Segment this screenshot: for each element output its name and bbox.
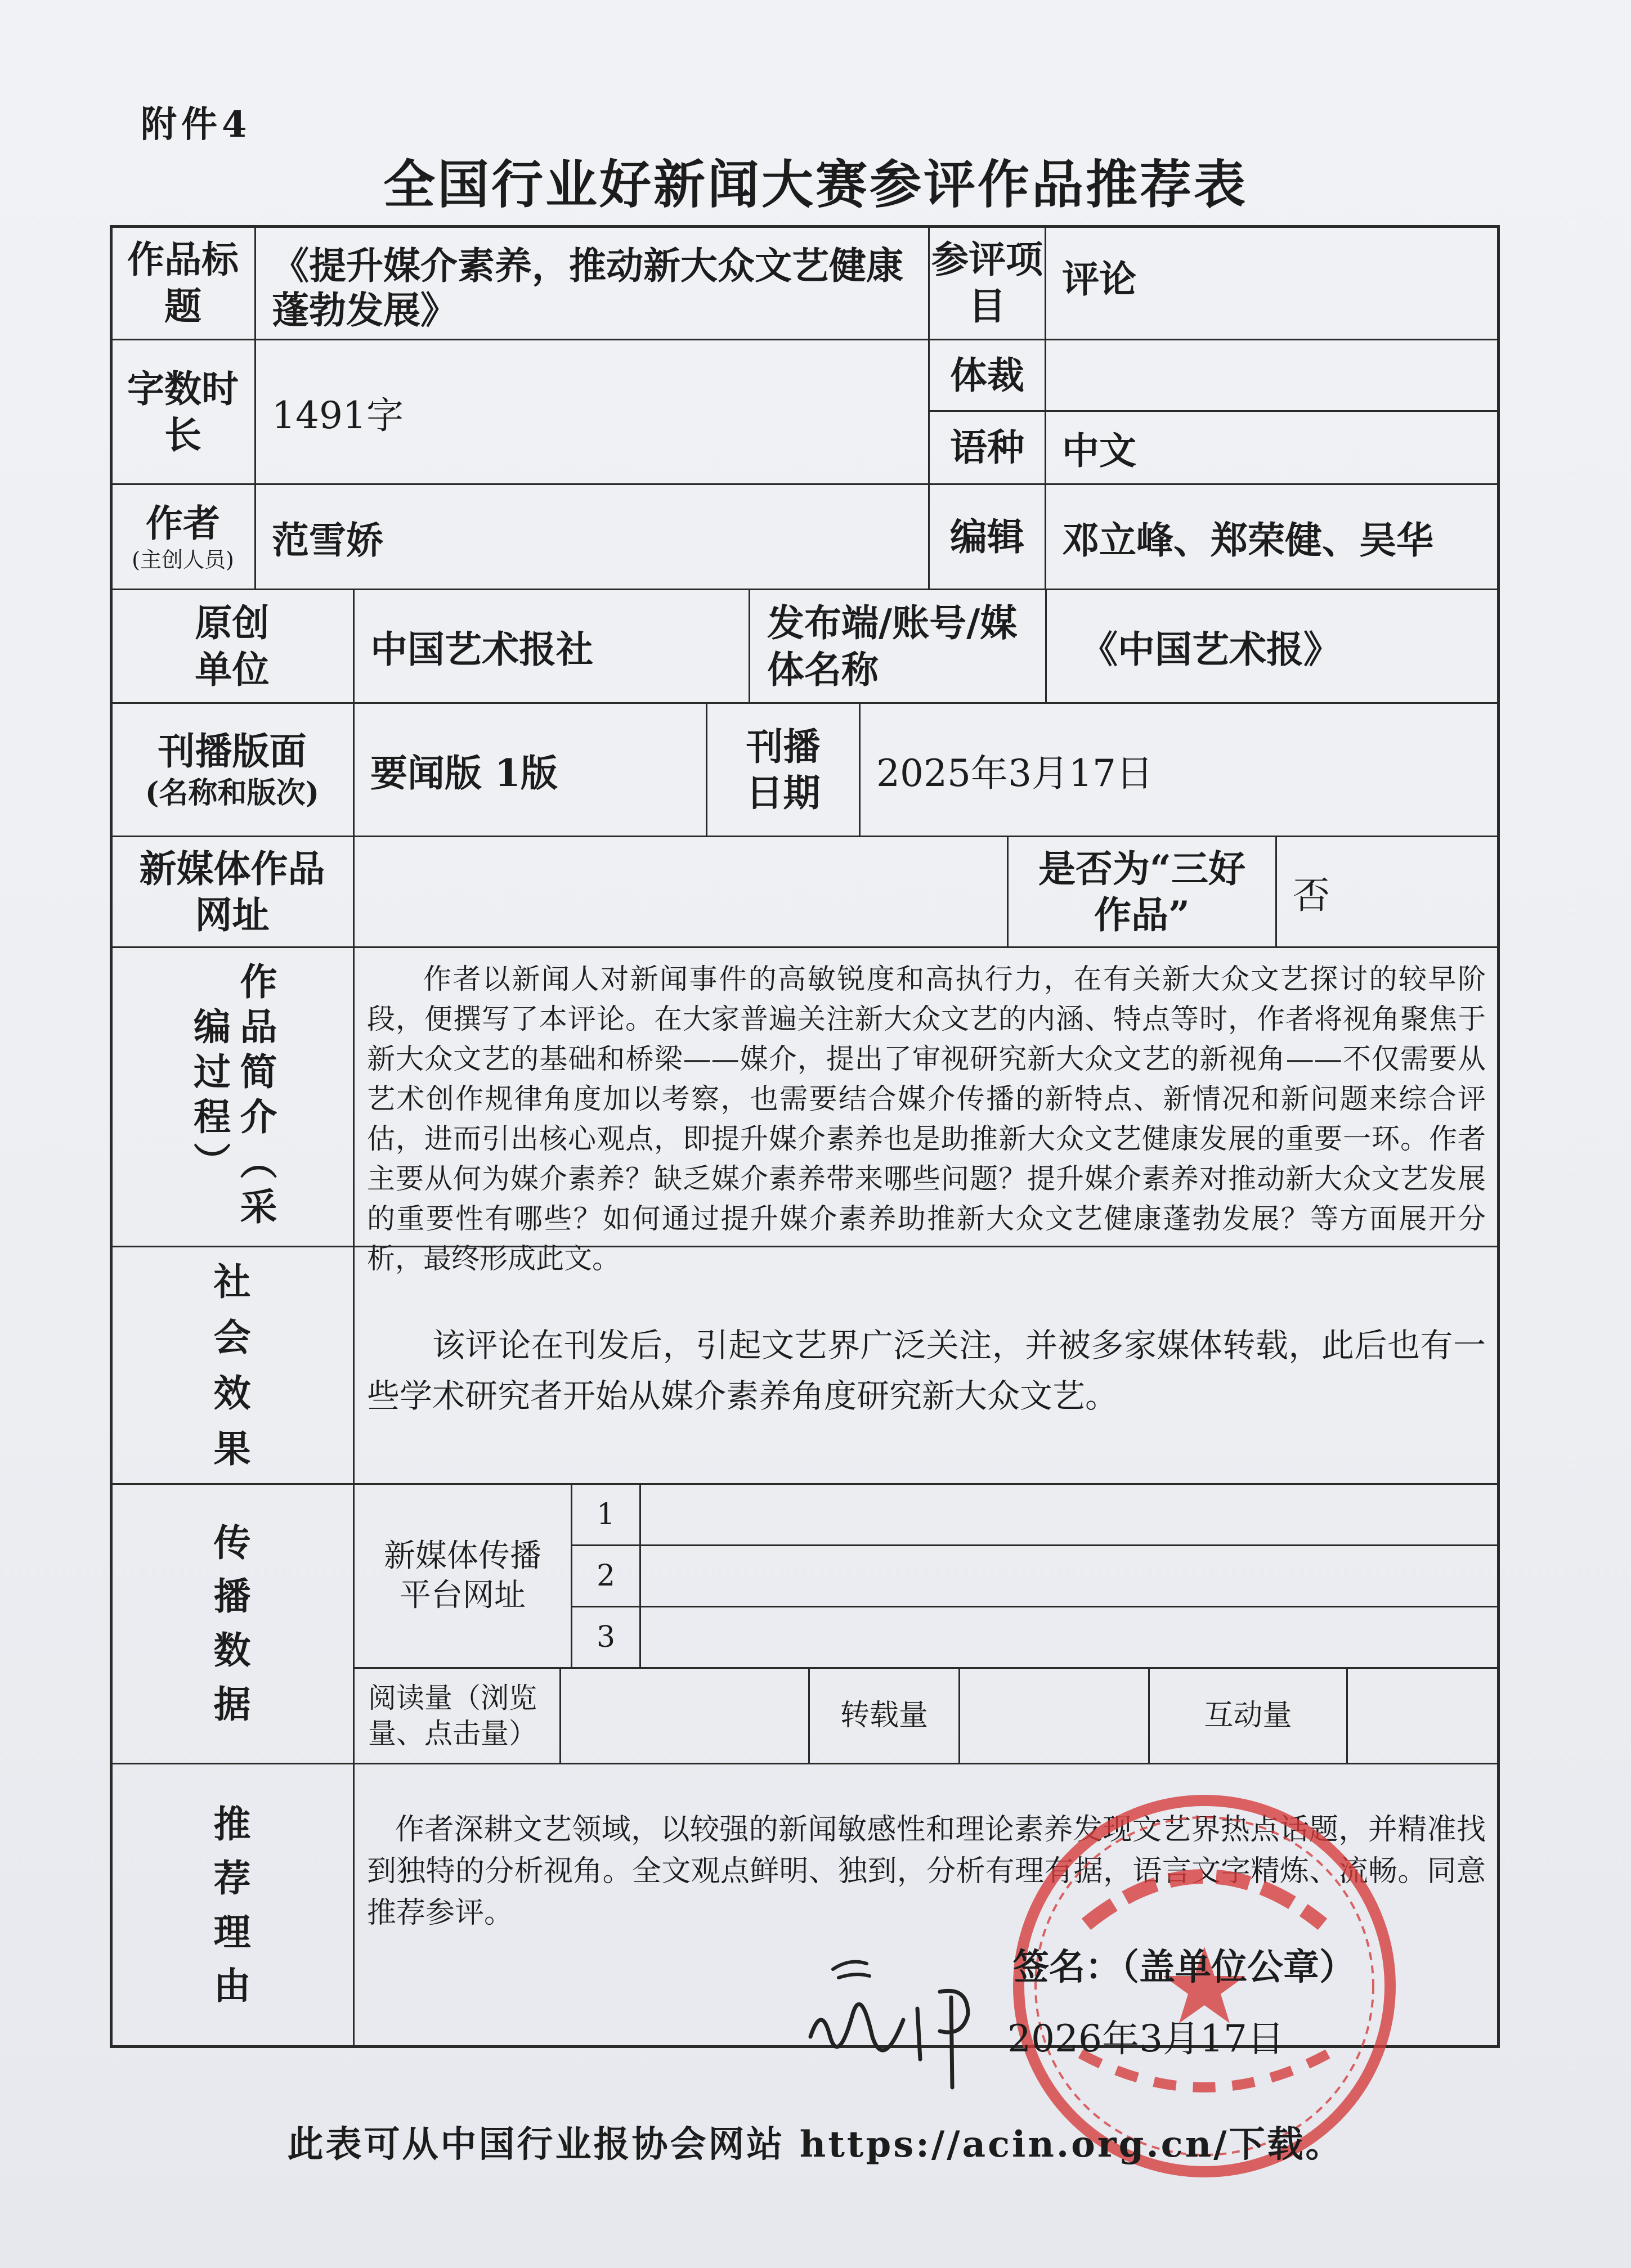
reads-value bbox=[559, 1667, 810, 1764]
interact-value bbox=[1346, 1667, 1500, 1764]
origin-value: 中国艺术报社 bbox=[353, 589, 750, 704]
publisher-value: 《中国艺术报》 bbox=[1045, 589, 1500, 704]
platform-row-1-value bbox=[639, 1483, 1500, 1546]
platform-row-3-number: 3 bbox=[571, 1606, 641, 1669]
page-sublabel: (名称和版次) bbox=[145, 775, 320, 810]
length-value: 1491字 bbox=[254, 339, 930, 485]
category-value: 评论 bbox=[1045, 225, 1500, 340]
new-media-url-label: 新媒体作品网址 bbox=[110, 836, 355, 948]
language-label: 语种 bbox=[928, 410, 1046, 485]
interact-label: 互动量 bbox=[1148, 1667, 1348, 1764]
publisher-label: 发布端/账号/媒体名称 bbox=[749, 589, 1047, 704]
reposts-value bbox=[958, 1667, 1150, 1764]
attachment-label: 附件4 bbox=[141, 104, 252, 146]
author-sublabel: (主创人员) bbox=[132, 547, 234, 572]
length-label: 字数时长 bbox=[110, 339, 256, 485]
reads-label: 阅读量（浏览量、点击量） bbox=[353, 1667, 561, 1764]
platform-label: 新媒体传播平台网址 bbox=[353, 1483, 572, 1669]
work-title-label: 作品标题 bbox=[110, 225, 256, 340]
editor-label: 编辑 bbox=[928, 483, 1046, 590]
footer-note: 此表可从中国行业报协会网站 https://acin.org.cn/下载。 bbox=[287, 2123, 1344, 2166]
author-value: 范雪娇 bbox=[254, 483, 930, 590]
platform-row-2-number: 2 bbox=[571, 1544, 641, 1607]
genre-label: 体裁 bbox=[928, 339, 1046, 412]
reason-label: 推荐理由 bbox=[110, 1763, 355, 2048]
sign-label: 签名：（盖单位公章） bbox=[1013, 1946, 1355, 1988]
language-value: 中文 bbox=[1045, 410, 1500, 485]
platform-row-2-value bbox=[639, 1544, 1500, 1607]
effect-text: 该评论在刊发后，引起文艺界广泛关注，并被多家媒体转载，此后也有一些学术研究者开始从媒介素养角度研究新大众文艺。 bbox=[353, 1246, 1500, 1485]
three-good-value: 否 bbox=[1275, 836, 1500, 948]
editor-value: 邓立峰、郑荣健、吴华 bbox=[1045, 483, 1500, 590]
reposts-label: 转载量 bbox=[808, 1667, 960, 1764]
category-label: 参评项目 bbox=[928, 225, 1046, 340]
three-good-label: 是否为“三好作品” bbox=[1007, 836, 1277, 948]
platform-row-3-value bbox=[639, 1606, 1500, 1669]
intro-label: 作品简介（采编过程） bbox=[110, 946, 355, 1247]
date-label: 刊播日期 bbox=[706, 702, 861, 837]
sign-date: 2026年3月17日 bbox=[1007, 2017, 1284, 2060]
page-title: 全国行业好新闻大赛参评作品推荐表 bbox=[383, 154, 1248, 215]
page-value: 要闻版 1版 bbox=[353, 702, 707, 837]
new-media-url-value bbox=[353, 836, 1009, 948]
date-value: 2025年3月17日 bbox=[859, 702, 1500, 837]
work-title-value: 《提升媒介素养，推动新大众文艺健康蓬勃发展》 bbox=[254, 225, 930, 340]
effect-label: 社会效果 bbox=[110, 1246, 355, 1485]
genre-value bbox=[1045, 339, 1500, 412]
intro-text: 作者以新闻人对新闻事件的高敏锐度和高执行力，在有关新大众文艺探讨的较早阶段，便撰写了本评论。在大家普遍关注新大众文艺的内涵、特点等时，作者将视角聚焦于新大众文艺的基础和桥梁——媒介，提出了审视研究新大众文艺的新视角——不仅需要从艺术创作规律角度加以考察，也需要结合媒介传播的新特点、新情况和新问题来综合评估，进而引出核心观点，即提升媒介素养也是助推新大众文艺健康发展的重要一环。作者主要从何为媒介素养？缺乏媒介素养带来哪些问题？提升媒介素养对推动新大众文艺发展的重要性有哪些？如何通过提升媒介素养助推新大众文艺健康蓬勃发展？等方面展开分析，最终形成此文。 bbox=[353, 946, 1500, 1247]
reason-text: 作者深耕文艺领域，以较强的新闻敏感性和理论素养发现文艺界热点话题，并精准找到独特的分析视角。全文观点鲜明、独到，分析有理有据，语言文字精炼、流畅。同意推荐参评。 bbox=[353, 1763, 1500, 2048]
spread-label: 传播数据 bbox=[110, 1483, 355, 1764]
origin-label: 原创单位 bbox=[110, 589, 355, 704]
platform-row-1-number: 1 bbox=[571, 1483, 641, 1546]
page-label: 刊播版面 (名称和版次) bbox=[110, 702, 355, 837]
author-label: 作者 (主创人员) bbox=[110, 483, 256, 590]
